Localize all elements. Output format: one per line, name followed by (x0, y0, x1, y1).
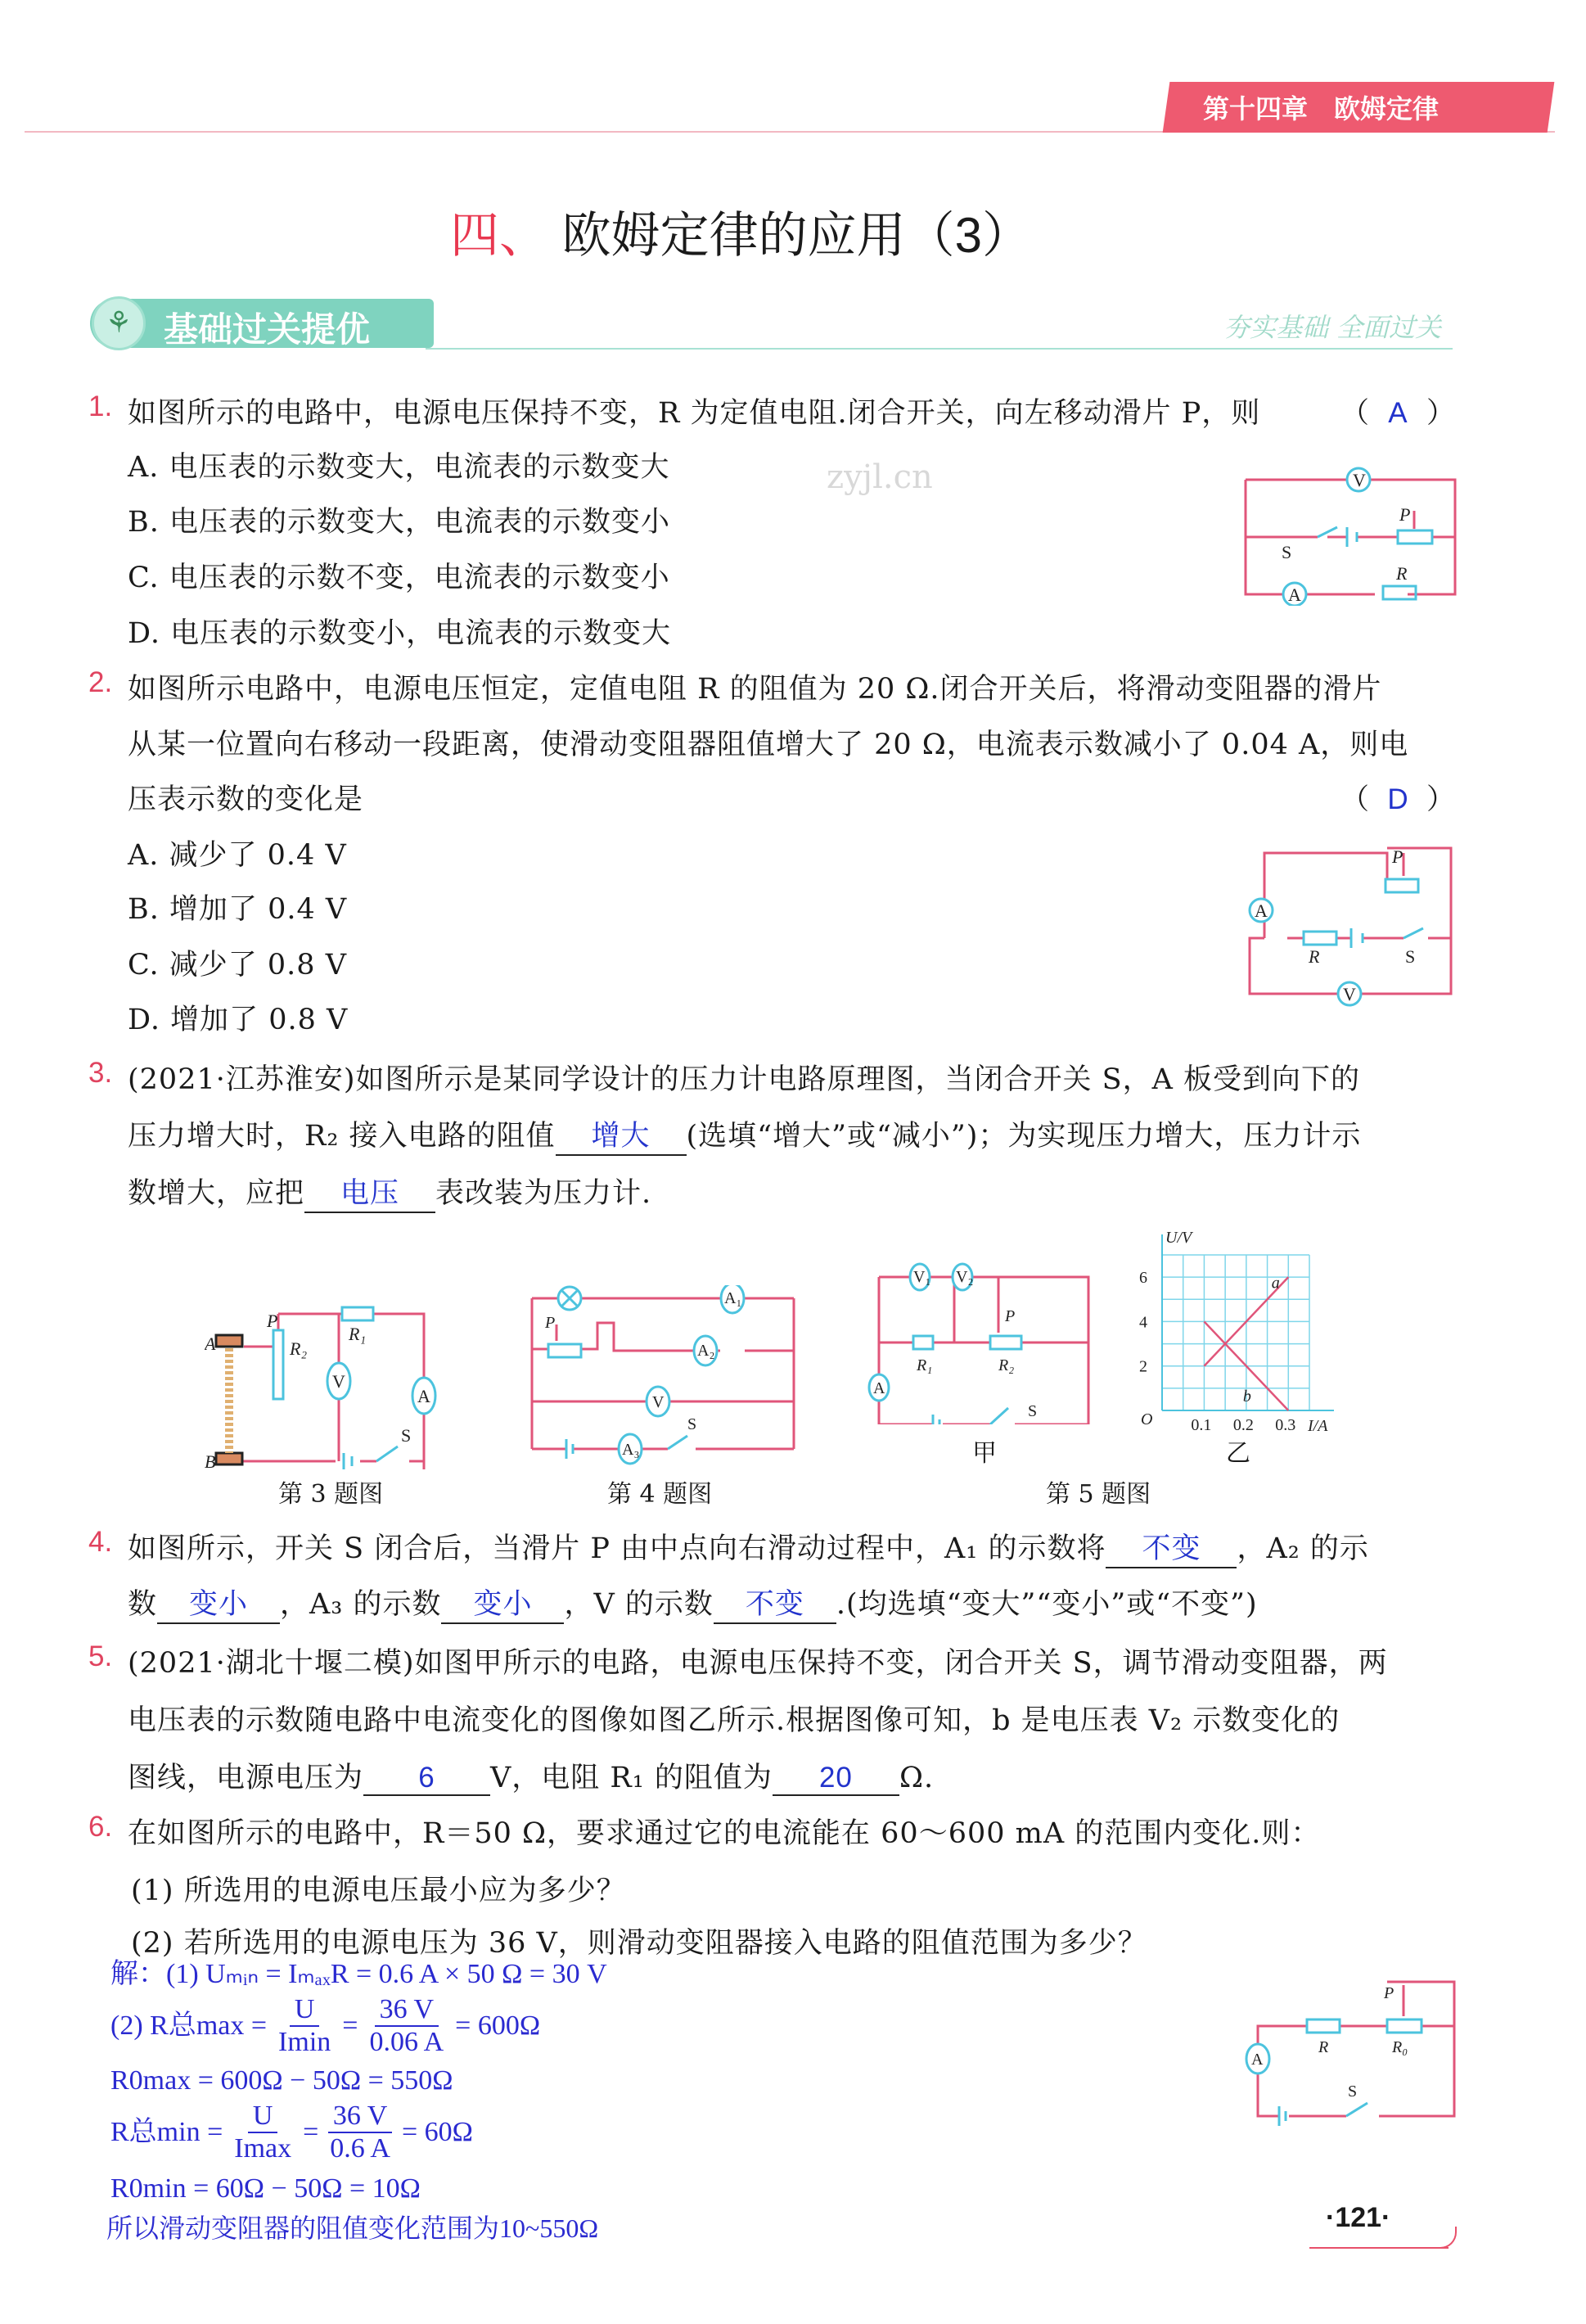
q1-option-d: D. 电压表的示数变小，电流表的示数变大 (128, 617, 672, 650)
a2-label: A₂ (697, 1342, 715, 1360)
q1-option-a: A. 电压表的示数变大，电流表的示数变大 (128, 451, 670, 484)
q2-option-d: D. 增加了 0.8 V (128, 1004, 349, 1036)
q3-number: 3. (88, 1057, 113, 1089)
switch-label: S (1282, 542, 1292, 562)
fig3-circuit-diagram (205, 1297, 466, 1469)
q3-text: 数增大，应把 (128, 1177, 305, 1210)
fig4-circuit-diagram (524, 1285, 802, 1473)
section-rule (426, 348, 1453, 350)
switch-label: S (1405, 946, 1416, 967)
math-text: = 60Ω (401, 2117, 473, 2147)
slider-label: P (1384, 1984, 1395, 2002)
fig5-circuit-diagram (867, 1261, 1113, 1424)
sprout-icon: ⚘ (92, 296, 146, 350)
q4-line1 (128, 1526, 1369, 1568)
q3-line1: (2021·江苏淮安)如图所示是某同学设计的压力计电路原理图，当闭合开关 S，A 板受到向下的 (128, 1063, 1361, 1096)
ammeter-label: A (873, 1379, 885, 1397)
fraction (364, 1994, 448, 2058)
q4-number: 4. (88, 1526, 113, 1558)
q3-blank-2[interactable]: 电压 (304, 1171, 435, 1213)
q4-text: ，A₃ 的示数 (280, 1588, 442, 1621)
q3-blank-1[interactable]: 增大 (556, 1113, 687, 1156)
slider-label: P (545, 1314, 556, 1332)
voltmeter-label: V (332, 1371, 345, 1392)
fraction (273, 1994, 336, 2058)
q5-blank-voltage[interactable]: 6 (363, 1762, 490, 1796)
q5-line2: 电压表的示数随电路中电流变化的图像如图乙所示.根据图像可知，b 是电压表 V₂ 示数变化的 (128, 1704, 1340, 1737)
title-text: 欧姆定律的应用（3） (561, 208, 1032, 263)
chapter-label: 第十四章 欧姆定律 (1203, 94, 1440, 124)
solution-line2 (110, 1994, 540, 2058)
x-tick-label: 0.2 (1232, 1416, 1254, 1431)
v2-label: V₂ (956, 1268, 974, 1286)
q2-option-b: B. 增加了 0.4 V (128, 893, 348, 926)
plate-b-label: B (205, 1451, 216, 1469)
denominator: Imin (278, 2027, 331, 2057)
ammeter-label: A (1288, 584, 1301, 605)
q4-text: 如图所示，开关 S 闭合后，当滑片 P 由中点向右滑动过程中，A₁ 的示数将 (128, 1532, 1106, 1565)
slider-label: P (1005, 1307, 1016, 1325)
x-tick-label: 0.3 (1275, 1416, 1296, 1431)
q6-number: 6. (88, 1811, 113, 1843)
ammeter-label: A (417, 1386, 430, 1406)
x-tick-label: 0.1 (1191, 1416, 1212, 1431)
y-tick-label: 4 (1139, 1313, 1147, 1332)
q5-text: V，电阻 R₁ 的阻值为 (490, 1762, 773, 1794)
q2-circuit-diagram (1240, 843, 1465, 1019)
voltmeter-label: V (1343, 984, 1356, 1004)
q2-stem-line1: 如图所示电路中，电源电压恒定，定值电阻 R 的阻值为 20 Ω.闭合开关后，将滑动变阻器的滑片 (128, 673, 1382, 706)
page-title (450, 196, 1031, 267)
voltmeter-label: V (652, 1393, 665, 1411)
fig5-yi-label: 乙 (1226, 1439, 1250, 1468)
denominator: 0.6 A (330, 2133, 390, 2164)
q4-blank-a2[interactable]: 变小 (157, 1582, 280, 1624)
math-text: R总min = (110, 2117, 223, 2147)
q1-answer: （ A ） (1340, 397, 1455, 430)
page-corner-curve (1424, 2227, 1457, 2249)
q1-number: 1. (88, 390, 113, 422)
slider-label: P (1399, 504, 1411, 525)
section-label: 基础过关提优 (164, 310, 371, 349)
switch-label: S (1028, 1402, 1038, 1420)
fig3-caption: 第 3 题图 (278, 1480, 384, 1509)
numerator: 36 V (328, 2101, 392, 2133)
denominator: 0.06 A (369, 2027, 444, 2057)
q4-text: ，A₂ 的示 (1237, 1532, 1369, 1565)
fig4-caption: 第 4 题图 (607, 1480, 713, 1509)
q6-sub1: (1) 所选用的电源电压最小应为多少？ (131, 1875, 626, 1907)
slider-label: P (267, 1311, 278, 1331)
q2-stem-line2: 从某一位置向右移动一段距离，使滑动变阻器阻值增大了 20 Ω，电流表示数减小了 0.04 A，则电 (128, 729, 1409, 761)
q2-option-a: A. 减少了 0.4 V (128, 839, 347, 872)
q1-option-c: C. 电压表的示数不变，电流表的示数变小 (128, 562, 670, 594)
resistor-label: R (1396, 563, 1408, 584)
q4-line2 (128, 1582, 1258, 1624)
q5-line3 (128, 1755, 934, 1796)
q3-text: 压力增大时，R₂ 接入电路的阻值 (128, 1120, 556, 1153)
q6-stem: 在如图所示的电路中，R＝50 Ω，要求通过它的电流能在 60～600 mA 的范围内变化.则： (128, 1817, 1321, 1850)
q2-answer: （ D ） (1340, 783, 1455, 816)
q3-text: 表改装为压力计. (435, 1177, 652, 1210)
numerator: U (248, 2101, 278, 2133)
slider-label: P (1392, 846, 1404, 867)
plate-a-label: A (205, 1333, 216, 1354)
y-tick-label: 6 (1139, 1269, 1147, 1288)
fig5-ui-graph (1129, 1226, 1342, 1431)
voltmeter-label: V (1353, 470, 1366, 490)
q4-blank-a1[interactable]: 不变 (1106, 1526, 1237, 1568)
r1-label: R₁ (349, 1324, 367, 1344)
q1-option-b: B. 电压表的示数变大，电流表的示数变小 (128, 506, 670, 539)
section-slogan: 夯实基础 全面过关 (1223, 312, 1442, 343)
math-text: (2) R总max = (110, 2010, 268, 2041)
v1-label: V₁ (913, 1268, 931, 1286)
fraction (325, 2101, 395, 2164)
math-text: = (303, 2117, 319, 2147)
switch-label: S (1348, 2083, 1358, 2101)
switch-label: S (401, 1425, 412, 1446)
q5-number: 5. (88, 1640, 113, 1672)
q4-text: 数 (128, 1588, 158, 1621)
r1-label: R₁ (917, 1356, 933, 1374)
q4-blank-v[interactable]: 不变 (714, 1582, 836, 1624)
q5-blank-resistance[interactable]: 20 (773, 1762, 899, 1796)
series-label-b: b (1242, 1388, 1251, 1406)
q3-line2 (128, 1113, 1361, 1156)
resistor-label: R (1309, 946, 1320, 967)
fig5-caption: 第 5 题图 (1046, 1480, 1151, 1509)
page-number: ·121· (1326, 2202, 1391, 2233)
q4-blank-a3[interactable]: 变小 (441, 1582, 564, 1624)
q5-text: Ω. (899, 1762, 935, 1794)
r2-label: R₂ (998, 1356, 1015, 1374)
title-number: 四、 (450, 208, 548, 263)
q1-stem: 如图所示的电路中，电源电压保持不变，R 为定值电阻.闭合开关，向左移动滑片 P，则 (128, 397, 1261, 430)
x-axis-label: I/A (1308, 1417, 1328, 1431)
solution-line3: R0max = 600Ω − 50Ω = 550Ω (110, 2065, 453, 2096)
denominator: Imax (234, 2133, 292, 2164)
q2-option-c: C. 减少了 0.8 V (128, 949, 347, 981)
q2-number: 2. (88, 666, 113, 698)
fraction (229, 2101, 296, 2164)
solution-line1: 解：(1) Uₘᵢₙ = IₘₐₓR = 0.6 A × 50 Ω = 30 V (110, 1959, 607, 1989)
a3-label: A₃ (622, 1441, 640, 1459)
solution-line4 (110, 2101, 473, 2164)
q1-circuit-diagram (1236, 458, 1465, 606)
q6-circuit-diagram (1240, 1977, 1465, 2128)
math-text: = 600Ω (455, 2010, 541, 2041)
y-axis-label: U/V (1165, 1229, 1192, 1247)
y-tick-label: 2 (1139, 1357, 1147, 1376)
q3-line3 (128, 1171, 651, 1213)
q6-sub2: (2) 若所选用的电源电压为 36 V，则滑动变阻器接入电路的阻值范围为多少？ (131, 1927, 1147, 1960)
switch-label: S (687, 1415, 697, 1433)
solution-line5: R0min = 60Ω − 50Ω = 10Ω (110, 2173, 421, 2204)
numerator: U (290, 1994, 320, 2027)
fig5-jia-label: 甲 (972, 1439, 997, 1468)
a1-label: A₁ (724, 1289, 742, 1307)
q5-line1: (2021·湖北十堰二模)如图甲所示的电路，电源电压保持不变，闭合开关 S，调节滑动变阻器，两 (128, 1647, 1388, 1680)
q4-text: ，V 的示数 (564, 1588, 714, 1621)
ammeter-label: A (1255, 900, 1268, 921)
math-text: = (342, 2010, 358, 2041)
numerator: 36 V (375, 1994, 439, 2027)
q3-text: (选填“增大”或“减小”)；为实现压力增大，压力计示 (686, 1120, 1362, 1153)
resistor-label: R (1318, 2038, 1329, 2056)
q2-stem-line3: 压表示数的变化是 (128, 783, 364, 816)
q5-text: 图线，电源电压为 (128, 1762, 364, 1794)
origin-label: O (1141, 1410, 1153, 1428)
q4-text: .(均选填“变大”“变小”或“不变”) (836, 1588, 1258, 1621)
ammeter-label: A (1251, 2051, 1264, 2069)
watermark: zyjl.cn (827, 458, 933, 496)
r2-label: R₂ (290, 1338, 308, 1359)
r0-label: R₀ (1392, 2038, 1408, 2056)
solution-conclusion: 所以滑动变阻器的阻值变化范围为10~550Ω (106, 2213, 599, 2243)
series-label-a: a (1271, 1274, 1280, 1293)
